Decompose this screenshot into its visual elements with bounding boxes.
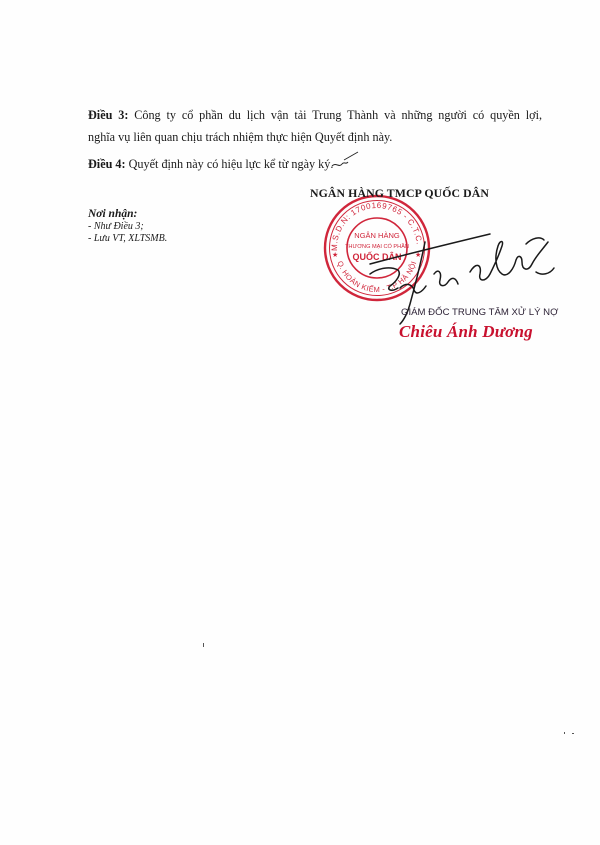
recipient-item: - Lưu VT, XLTSMB. (88, 232, 168, 244)
scan-mark (564, 732, 565, 734)
signer-name: Chiêu Ánh Dương (399, 322, 533, 341)
signer-title: GIÁM ĐỐC TRUNG TÂM XỬ LÝ NỢ (401, 307, 559, 318)
svg-text:★: ★ (332, 252, 339, 259)
article-3-text: Công ty cổ phần du lịch vận tải Trung Thành và những người có quyền lợi, (128, 108, 542, 122)
initial-mark (330, 150, 360, 172)
recipients-heading: Nơi nhận: (88, 208, 138, 220)
recipient-item: - Như Điều 3; (88, 221, 144, 232)
scan-mark (203, 643, 204, 647)
article-3-label: Điều 3: (88, 108, 129, 122)
article-4-text: Quyết định này có hiệu lực kể từ ngày ký. (125, 157, 334, 171)
seal-bottom-text: Q. HOÀN KIẾM - T.P HÀ NỘI (335, 259, 419, 295)
article-3-line-2: nghĩa vụ liên quan chịu trách nhiệm thực hiện Quyết định này. (88, 130, 393, 144)
seal-center-line3: QUỐC DÂN (352, 252, 402, 262)
seal-ring-text: M.S.D.N: 1700169765 - C.T.C. (329, 200, 424, 252)
seal-center-line2: THƯƠNG MẠI CỔ PHẦN (345, 244, 409, 250)
article-4 (88, 155, 333, 173)
article-3-line-1 (88, 106, 542, 124)
recipients-block (88, 208, 167, 244)
article-4-label: Điều 4: (88, 157, 126, 171)
seal-center-line1: NGÂN HÀNG (354, 231, 400, 240)
organization-name: NGÂN HÀNG TMCP QUỐC DÂN (310, 186, 490, 200)
svg-text:★: ★ (415, 252, 422, 259)
scan-mark (572, 733, 574, 734)
